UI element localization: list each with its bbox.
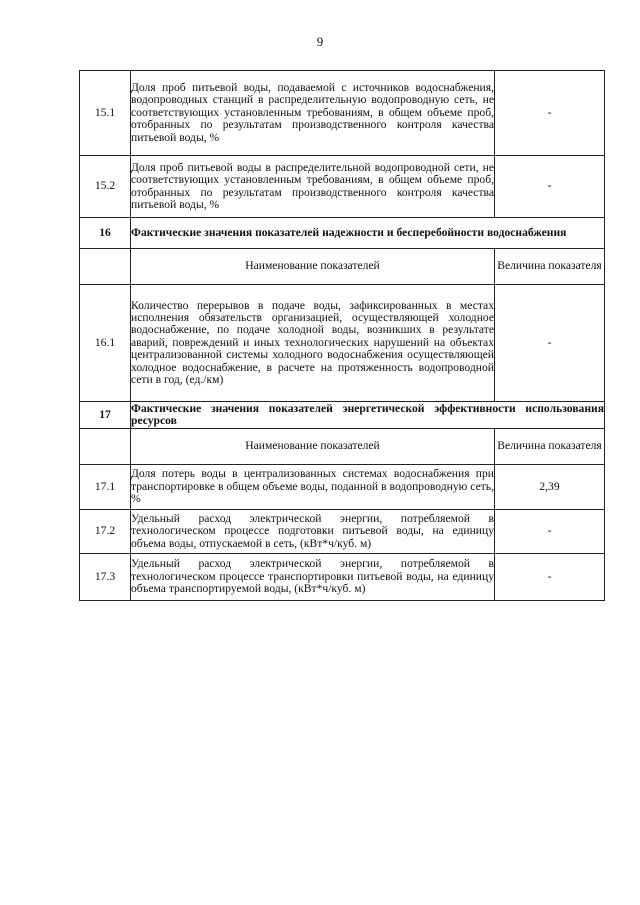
header-row (80, 429, 605, 465)
table-row (80, 465, 605, 510)
row-number: 15.2 (80, 156, 131, 218)
indicator-name: Доля проб питьевой воды в распределительной водопроводной сети, не соответствующих установленным требованиям, в общем объеме проб, отобранных по результатам производственного контроля качества питьевой воды, % (131, 156, 495, 218)
table-row (80, 71, 605, 156)
indicators-table (79, 70, 605, 601)
table-row (80, 554, 605, 601)
row-number: 17.3 (80, 554, 131, 601)
value-column-header: Величина показателя (495, 429, 605, 465)
empty-cell (80, 249, 131, 285)
table-row (80, 510, 605, 554)
row-number: 17.2 (80, 510, 131, 554)
indicator-name: Доля проб питьевой воды, подаваемой с источников водоснабжения, водопроводных станций в распределительную водопроводную сеть, не соответствующих установленным требованиям, в общем объеме проб, отобранных по результатам производственного контроля качества питьевой воды, % (131, 71, 495, 156)
indicator-value: - (495, 285, 605, 402)
indicator-value: - (495, 510, 605, 554)
section-title: Фактические значения показателей надежности и бесперебойности водоснабжения (131, 218, 605, 249)
indicator-name: Удельный расход электрической энергии, потребляемой в технологическом процессе транспортировки питьевой воды, на единицу объема транспортируемой воды, (кВт*ч/куб. м) (131, 554, 495, 601)
value-column-header: Величина показателя (495, 249, 605, 285)
indicator-value: - (495, 156, 605, 218)
empty-cell (80, 429, 131, 465)
indicator-value: - (495, 554, 605, 601)
row-number: 16.1 (80, 285, 131, 402)
section-number: 16 (80, 218, 131, 249)
indicator-name: Количество перерывов в подаче воды, зафиксированных в местах исполнения обязательств организацией, осуществляющей холодное водоснабжение, по подаче холодной воды, возникших в результате аварий, повреждений и иных технологических нарушений на объектах централизованной системы холодного водоснабжения осуществляющей холодное водоснабжение, в расчете на протяженность водопроводной сети в год, (ед./км) (131, 285, 495, 402)
table-row (80, 156, 605, 218)
indicator-value: - (495, 71, 605, 156)
page-number: 9 (316, 34, 324, 49)
indicator-name: Доля потерь воды в централизованных системах водоснабжения при транспортировке в общем объеме воды, поданной в водопроводную сеть, % (131, 465, 495, 510)
table-row (80, 285, 605, 402)
section-row (80, 218, 605, 249)
name-column-header: Наименование показателей (131, 249, 495, 285)
row-number: 17.1 (80, 465, 131, 510)
indicator-name: Удельный расход электрической энергии, потребляемой в технологическом процессе подготовки питьевой воды, на единицу объема воды, отпускаемой в сеть, (кВт*ч/куб. м) (131, 510, 495, 554)
section-title: Фактические значения показателей энергетической эффективности использования ресурсов (131, 401, 604, 427)
name-column-header: Наименование показателей (131, 429, 495, 465)
section-number: 17 (80, 402, 131, 429)
indicator-value: 2,39 (495, 465, 605, 510)
header-row (80, 249, 605, 285)
section-row (80, 402, 605, 429)
row-number: 15.1 (80, 71, 131, 156)
